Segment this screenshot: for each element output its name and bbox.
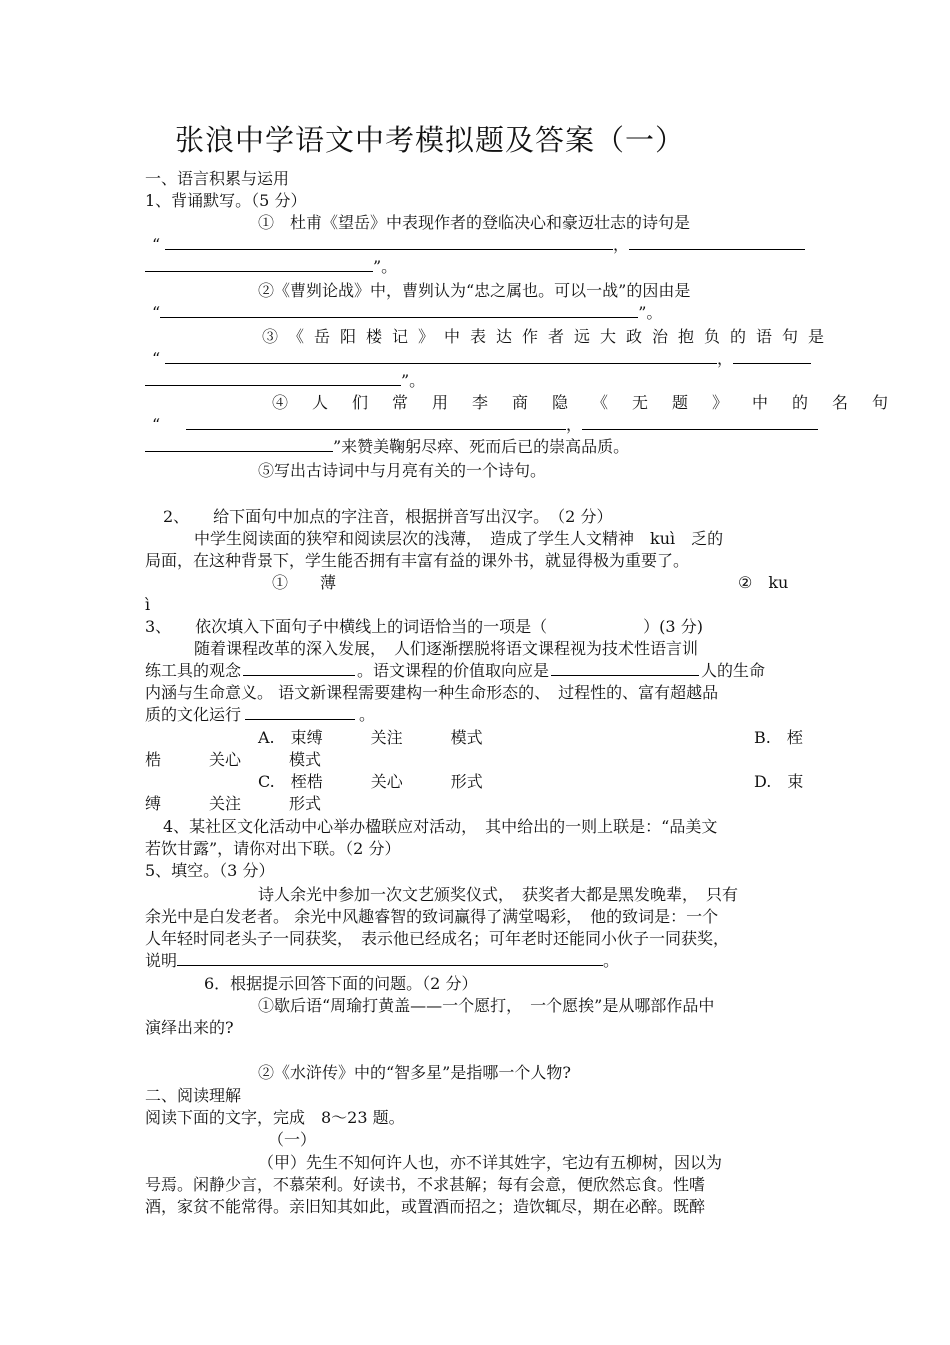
option-a: A. 束缚 关注 模式 (258, 728, 483, 747)
comma: ， (566, 415, 583, 434)
question-label: 5、填空。（3 分） (145, 861, 275, 880)
section-heading: 二、阅读理解 (145, 1086, 242, 1105)
paragraph-line: 内涵与生命意义。 语文新课程需要建构一种生命形态的、 过程性的、富有超越品 (145, 683, 719, 702)
paragraph-line: 若饮甘露”，请你对出下联。（2 分） (145, 839, 401, 858)
open-quote: “ (152, 235, 161, 254)
q1-item-4-tail: ”来赞美鞠躬尽瘁、死而后已的崇高品质。 (333, 437, 630, 456)
q6-item-1: ①歇后语“周瑜打黄盖——一个愿打， 一个愿挨”是从哪部作品中 (258, 996, 715, 1015)
option-d: D. 束 (754, 772, 804, 791)
section-heading: 一、语言积累与运用 (145, 169, 290, 188)
close-quote: ”。 (373, 257, 398, 276)
question-label: 6．根据提示回答下面的问题。（2 分） (204, 974, 478, 993)
text-span: 。语文课程的价值取向应是 (357, 661, 550, 680)
paragraph-line: 余光中是白发老者。 余光中风趣睿智的致词赢得了满堂喝彩， 他的致词是：一个 (145, 907, 719, 926)
answer-line (165, 234, 805, 256)
option-c: C. 桎梏 关心 形式 (258, 772, 483, 791)
q1-item-1: ① 杜甫《望岳》中表现作者的登临决心和豪迈壮志的诗句是 (258, 213, 691, 232)
text-span: 说明 (145, 951, 178, 970)
text-span: 人的生命 (701, 661, 766, 680)
section-intro: 阅读下面的文字，完成 8～23 题。 (145, 1108, 405, 1127)
text-span: 质的文化运行 (145, 705, 242, 724)
open-quote: “ (152, 303, 161, 322)
paragraph-line (145, 950, 619, 972)
paragraph-line: 随着课程改革的深入发展， 人们逐渐摆脱将语文课程视为技术性语言训 (194, 639, 699, 658)
q1-item-2: ②《曹刿论战》中，曹刿认为“忠之属也。可以一战”的因由是 (258, 281, 691, 300)
text-span: 。 (359, 705, 376, 724)
paragraph-line: （甲）先生不知何许人也，亦不详其姓字，宅边有五柳树，因以为 (258, 1153, 723, 1172)
comma: ， (717, 349, 734, 368)
answer-line (145, 436, 629, 458)
answer-item: ① 薄 (272, 573, 337, 592)
answer-line (152, 302, 662, 324)
text-span: 练工具的观念 (145, 661, 242, 680)
paragraph-line (145, 704, 375, 726)
q1-item-3: ③《岳阳楼记》中表达作者远大政治抱负的语句是 (262, 327, 835, 346)
answer-line (165, 348, 811, 370)
option-b-wrap: 梏 关心 模式 (145, 750, 322, 769)
text-span: 。 (603, 951, 620, 970)
option-b: B. 桎 (754, 728, 803, 747)
close-quote: ”。 (401, 371, 426, 390)
question-label: 1、背诵默写。（5 分） (145, 191, 307, 210)
open-quote: “ (152, 349, 161, 368)
paragraph-line: 局面，在这种背景下，学生能否拥有丰富有益的课外书，就显得极为重要了。 (145, 551, 690, 570)
paragraph-line: 人年轻时同老头子一同获奖， 表示他已经成名；可年老时还能同小伙子一同获奖， (145, 929, 730, 948)
paragraph-line: 号焉。闲静少言，不慕荣利。好读书，不求甚解；每有会意，便欣然忘食。性嗜 (145, 1175, 706, 1194)
q1-item-5: ⑤写出古诗词中与月亮有关的一个诗句。 (258, 461, 547, 480)
paragraph-line: 中学生阅读面的狭窄和阅读层次的浅薄， 造成了学生人文精神 kuì 乏的 (194, 529, 724, 548)
page-title: 张浪中学语文中考模拟题及答案（一） (175, 123, 686, 157)
paragraph-line (145, 660, 765, 682)
option-d-wrap: 缚 关注 形式 (145, 794, 322, 813)
question-label: 2、 给下面句中加点的字注音，根据拼音写出汉字。 （2 分） (163, 507, 613, 526)
open-quote: “ (152, 415, 161, 434)
paragraph-line: 诗人余光中参加一次文艺颁奖仪式， 获奖者大都是黑发晚辈， 只有 (258, 885, 739, 904)
answer-item-wrap: ì (145, 595, 151, 614)
answer-line (186, 414, 818, 436)
q1-item-4: ④人们常用李商隐《无题》中的名句 (272, 393, 913, 412)
answer-line (145, 370, 425, 392)
paragraph-line: 酒，家贫不能常得。亲旧知其如此，或置酒而招之；造饮辄尽，期在必醉。既醉 (145, 1197, 706, 1216)
close-quote: ”。 (638, 303, 663, 322)
answer-line (145, 256, 397, 278)
question-label: 3、 依次填入下面句子中横线上的词语恰当的一项是（ ）(3 分) (145, 617, 703, 636)
q6-item-2: ②《水浒传》中的“智多星”是指哪一个人物? (258, 1063, 571, 1082)
answer-item: ② ku (738, 573, 789, 592)
paragraph-line: 4、某社区文化活动中心举办楹联应对活动， 其中给出的一则上联是：“品美文 (163, 817, 718, 836)
comma: ， (613, 235, 630, 254)
q6-item-1-wrap: 演绎出来的? (145, 1018, 234, 1037)
part-label: （一） (268, 1130, 317, 1149)
